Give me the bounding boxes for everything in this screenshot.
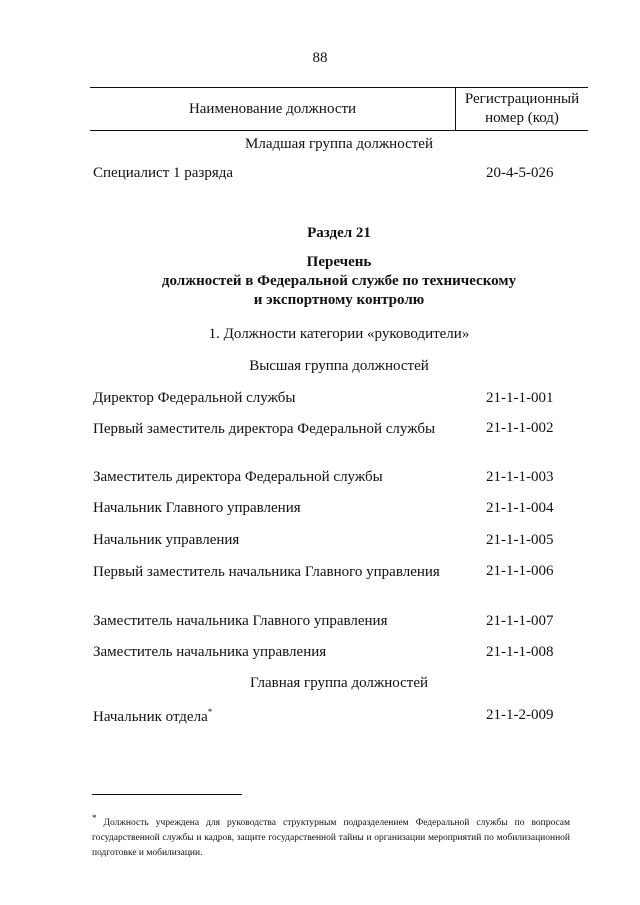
footnote-mark: * [92,813,97,823]
position-code: 21-1-1-002 [486,420,554,436]
position-name: Начальник Главного управления [93,500,301,516]
position-name: Заместитель начальника Главного управления [93,613,388,629]
group-heading-main: Главная группа должностей [249,675,429,691]
table-header [90,87,588,131]
column-header-code-line2: номер (код) [485,110,559,126]
position-code: 21-1-1-005 [486,532,554,548]
category-heading: 1. Должности категории «руководители» [208,326,470,342]
position-code: 21-1-1-003 [486,469,554,485]
footnote-text: Должность учреждена для руководства структурным подразделением Федеральной службы по вопросам государственной службы и кадров, защите государственной тайны и организации мероприятий по мобилизационной подготовке и мобилизации. [92,818,571,859]
position-code: 21-1-1-007 [486,613,554,629]
footnote [92,811,570,861]
column-header-name: Наименование должности [188,100,357,117]
position-code: 20-4-5-026 [486,165,554,181]
position-code: 21-1-1-008 [486,644,554,660]
position-code: 21-1-1-001 [486,390,554,406]
section-title: Раздел 21 [307,225,371,241]
section-heading [90,253,588,310]
section-heading-line1: Перечень [306,254,372,270]
group-heading-junior: Младшая группа должностей [245,136,433,152]
position-code: 21-1-1-006 [486,563,554,579]
footnote-mark: * [207,707,213,717]
footnote-separator [92,794,242,795]
position-name [93,707,212,726]
position-code: 21-1-1-004 [486,500,554,516]
section-heading-line2: должностей в Федеральной службе по техническому [161,273,517,289]
position-name: Заместитель директора Федеральной службы [93,469,383,485]
position-name: Первый заместитель директора Федеральной службы [93,421,436,437]
position-name: Первый заместитель начальника Главного управления [93,564,440,580]
group-heading-highest: Высшая группа должностей [249,358,429,374]
column-header-code-line1: Регистрационный [464,91,580,107]
position-name: Начальник управления [93,532,240,548]
position-code: 21-1-2-009 [486,707,554,723]
position-name: Заместитель начальника управления [93,644,327,660]
position-name: Директор Федеральной службы [93,390,296,406]
section-heading-line3: и экспортному контролю [253,292,425,308]
position-name: Специалист 1 разряда [93,165,234,181]
column-header-code [456,88,588,132]
position-name-text: Начальник отдела [93,709,208,725]
page-number: 88 [312,50,328,66]
